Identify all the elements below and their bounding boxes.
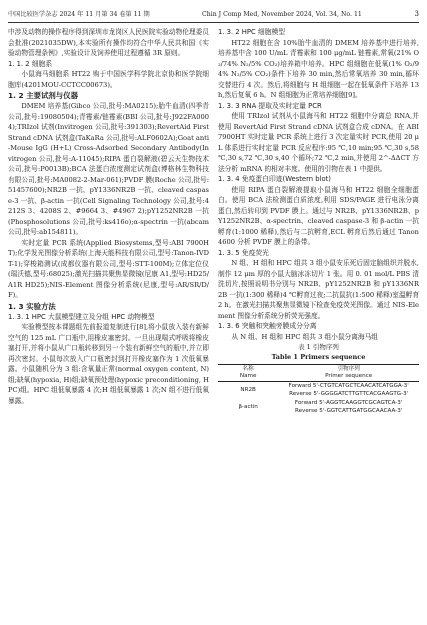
page-number: 3 [414, 10, 419, 18]
reverse-primer: Reverse 5'-GGTCATTGATGGCAACAA-3' [294, 407, 403, 414]
primer-sequence [278, 399, 419, 416]
primer-sequence [278, 382, 419, 400]
table-header-row [218, 365, 419, 382]
section-heading: 1. 2 主要试剂与仪器 [8, 91, 78, 100]
paragraph: 小鼠海马细胞系 HT22 购于中国医学科学院北京协和医学院细胞库(4201MOU-CCTCC00673)。 [8, 70, 209, 89]
paragraph: 实时定量 PCR 系统(Applied Biosystems,型号:ABI 7900HT);化学发光图像分析系统(上海天能科技有限公司,型号:Tanon-IVDT-1);穿梭箱测试(成都仪器有限公司,型号:STT-100M);立体定位仪(瑞沃德,型号:68025);激光扫描共聚焦显微镜(尼康 A1,型号:HD25/A1R HD25);NIS-Element 图像分析系统(尼康,型号:AR/SR/D/F)。 [8, 238, 209, 299]
paragraph: HT22 细胞在含 10%胎牛血清的 DMEM 培养基中进行培养,培养基中含 100 U/mL 青霉素和 100 μg/mL 链霉素,常氧(21% O₂/74% N₂/5% CO₂)培养箱中培养。HPC 组细胞在低氧(1% O₂/94% N₂/5% CO₂)条件下培养 30 min,然后常氧培养 30 min,循环交替进行 4 次。然后,将细胞与 H 组细胞一起在低氧条件下培养 13 h,然后复氧 6 h。N 组细胞为正常培养细胞[9]。 [218, 38, 419, 99]
journal-title-en: Chin J Comp Med, November 2024, Vol. 34, No. 11 [202, 11, 362, 18]
header-label-cn: 名称 [242, 366, 254, 372]
right-column [218, 27, 419, 416]
paragraph: 使用 RIPA 蛋白裂解液提取小鼠海马和 HT22 细胞全细胞蛋白。使用 BCA 法检测蛋白质浓度,利用 SDS/PAGE 进行电泳分离蛋白,然后转印到 PVDF 膜上。通过与 NR2B、pY1336NR2B、pY1252NR2B、α-spectrin、cleaved caspase-3 和 β-actin 一抗孵育(1:1000 稀释),然后与二抗孵育,ECL 孵育后然后通过 Tanon 4600 分析 PVDF 膜上的条带。 [218, 185, 419, 246]
primer-table [218, 364, 419, 416]
section-heading: 1. 1. 2 细胞系 [8, 59, 53, 68]
table-caption-en: Table 1 Primers sequence [271, 353, 366, 361]
running-header [8, 8, 419, 21]
paragraph: 使用 TRIzol 试剂从小鼠海马和 HT22 细胞中分离总 RNA,并使用 RevertAid First Strand cDNA 试剂盒合成 cDNA。在 ABI7900HT 实时定量 PCR 系统上进行 3 次定量实时 PCR,使用 20 μL 体系进行实时定量 PCR 反应程序:95 ℃,10 min;95 ℃,30 s,58 ℃,30 s,72 ℃,30 s,40 个循环;72 ℃,2 min,并使用 2^-ΔΔCT 方法分析 mRNA 的相对丰度。使用的引物在表 1 中提供。 [218, 112, 419, 173]
reverse-primer: Reverse 5'-GGGGATCTTGTTCACGAAGTG-3' [289, 390, 409, 397]
journal-title-cn: 中国比较医学杂志 2024 年 11 月第 34 卷第 11 期 [8, 11, 150, 18]
gene-name: β-actin [238, 403, 258, 410]
forward-primer: Forward 5'-CTGTCATGCTCAACATCATGGA-3' [288, 383, 409, 389]
header-rule [8, 22, 419, 23]
section-heading: 1. 3. 6 突触和突触旁膜成分分离 [218, 322, 317, 330]
forward-primer: Forward 5'-AGGTCAAGGTCGCAGTCA-3' [294, 400, 403, 406]
paragraph: 从 N 组、H 组和 HPC 组共 3 组小鼠分离海马组 [231, 332, 378, 341]
section-heading: 1. 3. 5 免疫荧光 [218, 248, 269, 257]
table-row [218, 382, 419, 400]
table-header-name [218, 365, 278, 382]
paragraph: DMEM 培养基(Gibco 公司,批号:MA0215);胎牛血清(四季青公司,批号:19080504);青霉素/链霉素(BBI 公司,批号:J922FA0004);TRIzol 试剂(Invitrogen 公司,批号:391303);RevertAid First Strand cDNA 试剂盒(TaKaRa 公司,批号:ALF0602A);Goat anti-Mouse IgG (H+L) Cross-Adsorbed Secondary Antibody(Invitrogen 公司,批号:A-11045);RIPA 蛋白裂解液(碧云天生物技术公司,批号:P0013B);BCA 法蛋白浓度测定试剂盒(博格林生物科技有限公司,批号:MA0082-2-Mar-061);PVDF 膜(Roche 公司,批号:51457600);NR2B 一抗、pY1336NR2B 一抗、cleaved caspase-3 一抗、β-actin 一抗(Cell Signaling Technology 公司,批号:4212S 3、4208S 2、#9664 3、#4967 2);pY1252NR2B 一抗(Phosphosolutions 公司,批号:ks416o);α-spectrin 一抗(abcam 公司,批号:ab154811)。 [8, 102, 210, 236]
gene-name: NR2B [240, 386, 256, 393]
table-caption-cn: 表 1 引物序列 [298, 343, 339, 351]
section-heading: 1. 3. 4 免疫蛋白印迹(Western blot) [218, 175, 331, 183]
section-heading: 1. 3. 2 HPC 细胞模型 [218, 28, 286, 36]
table-row [218, 399, 419, 416]
section-heading: 1. 3. 3 RNA 提取及实时定量 PCR [218, 101, 322, 110]
paragraph: 实验模型按本课题组先前报道复制进行[8],将小鼠放入装有新鲜空气的 125 mL 广口瓶中,用橡皮塞密封。一旦出现喘式呼吸将橡皮塞打开,并将小鼠从广口瓶转移到另一个装有新鲜空气的瓶中,并立即再次密封。小鼠每次放入广口瓶密封到打开橡皮塞作为 1 次低氧暴露。小鼠随机分为 3 组:含氧量正常(normal oxygen content, N)组;缺氧(hypoxia, H)组;缺氧预处理(hypoxic preconditioning, HPC)组。HPC 组低氧暴露 4 次;H 组低氧暴露 1 次;N 组不进行低氧暴露。 [8, 323, 210, 405]
table-header-sequence [278, 365, 419, 382]
left-column [8, 27, 209, 406]
paragraph: N 组、H 组和 HPC 组共 3 组小鼠安乐死后固定脑组织并脱水,制作 12 μm 厚的小鼠大脑冰冻切片 1 张。用 0. 01 mol/L PBS 清洗切片,按照说明书分别与 NR2B、pY1252NR2B 和 pY1336NR2B 一抗(1:300 稀释)4 ℃孵育过夜;二抗鼠抗(1:500 稀释)室温孵育 2 h。在激光扫描共聚焦显微镜下检查免疫荧光图像。通过 NIS-Element 图像分析系统分析荧光强度。 [218, 259, 420, 320]
section-heading: 1. 3. 1 HPC 大鼠模型建立及分组 HPC 动物模型 [8, 312, 155, 321]
paragraph: 中涉及动物的操作程序得到深圳市龙岗区人民医院实验动物伦理委员会批准(2021035DW),本实验所有操作均符合中华人民共和国《实验动物管理条例》,实验设计及饲养使用过程遵循 3R 原则。 [8, 28, 209, 57]
header-label-en: Name [239, 373, 257, 379]
header-label-en: Primer sequence [325, 373, 373, 379]
section-heading: 1. 3 实验方法 [8, 301, 56, 311]
header-label-cn: 引物序列 [337, 366, 360, 372]
